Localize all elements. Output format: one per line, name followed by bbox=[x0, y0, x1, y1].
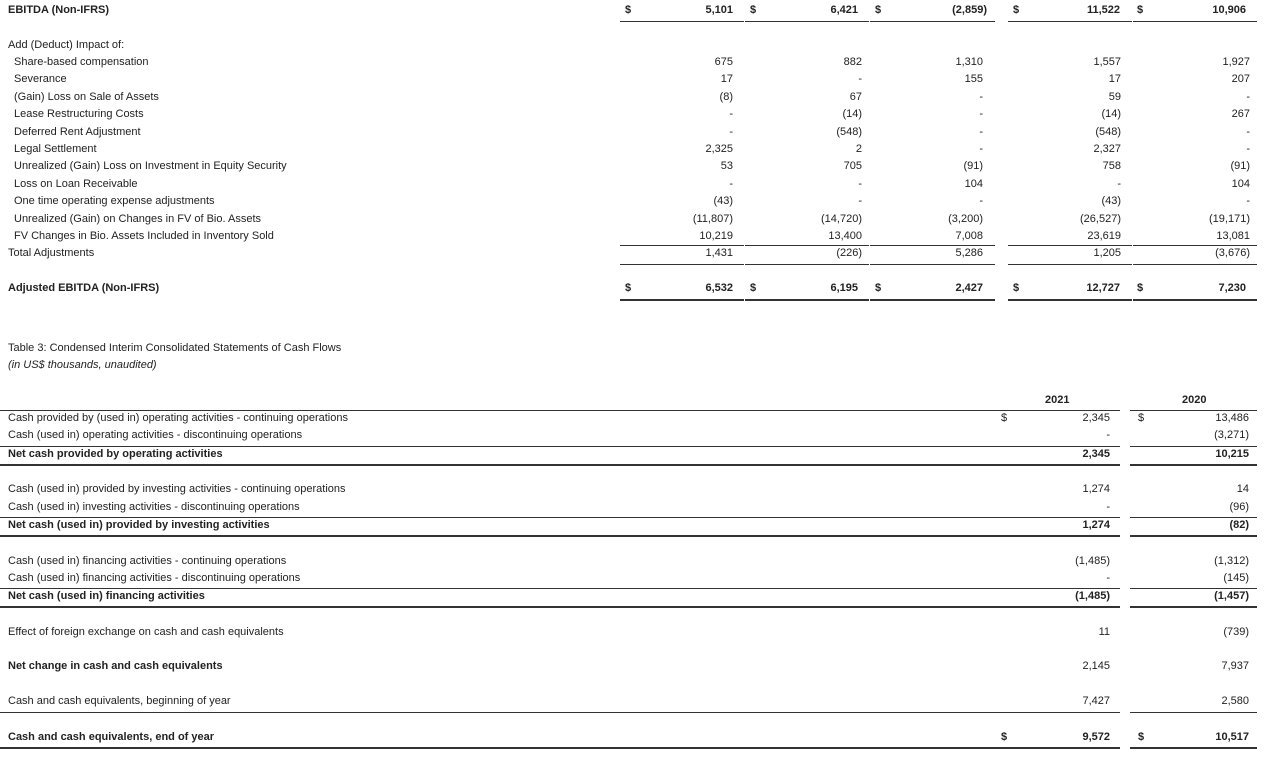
value-cell: (548) bbox=[836, 125, 862, 138]
adjustment-row bbox=[0, 126, 1267, 143]
underline bbox=[745, 264, 869, 265]
value-cell: 11 bbox=[1098, 626, 1110, 638]
row-label: Adjusted EBITDA (Non-IFRS) bbox=[8, 282, 160, 294]
row-label: Cash (used in) financing activities - continuing operations bbox=[8, 555, 287, 567]
total-rule bbox=[0, 747, 1120, 749]
subtotal-rule bbox=[1130, 712, 1257, 713]
subtotal-rule bbox=[0, 446, 1120, 447]
value-cell: 17 bbox=[720, 73, 733, 86]
value-cell: 10,219 bbox=[699, 230, 733, 242]
double-underline bbox=[1008, 299, 1132, 301]
value-cell: 6,195 bbox=[830, 282, 858, 294]
value-cell: 675 bbox=[714, 56, 733, 68]
underline bbox=[870, 21, 995, 22]
cash-flow-row bbox=[0, 572, 1267, 589]
header-rule bbox=[0, 410, 1120, 411]
row-label: Cash (used in) investing activities - discontinuing operations bbox=[8, 501, 300, 513]
adjusted-ebitda-row bbox=[0, 282, 1267, 299]
value-cell: - bbox=[979, 90, 983, 103]
value-cell: - bbox=[1246, 143, 1250, 155]
value-cell: 1,557 bbox=[1093, 56, 1121, 68]
currency-symbol: $ bbox=[1137, 4, 1144, 16]
year-header-2020: 2020 bbox=[1182, 394, 1207, 406]
currency-symbol: $ bbox=[625, 282, 632, 294]
value-cell: (91) bbox=[1230, 160, 1250, 173]
adjustment-row bbox=[0, 73, 1267, 90]
subtotal-rule bbox=[1130, 517, 1257, 518]
value-cell: 1,274 bbox=[1082, 519, 1110, 531]
row-label: Net cash (used in) financing activities bbox=[8, 590, 205, 602]
value-cell: 758 bbox=[1102, 160, 1121, 173]
underline bbox=[745, 245, 869, 246]
value-cell: - bbox=[979, 108, 983, 121]
value-cell: (11,807) bbox=[692, 212, 733, 225]
header-rule bbox=[1130, 410, 1257, 411]
adjustment-row bbox=[0, 178, 1267, 195]
adjustment-row bbox=[0, 195, 1267, 212]
section-label: Add (Deduct) Impact of: bbox=[8, 39, 125, 51]
value-cell: (145) bbox=[1223, 572, 1249, 584]
value-cell: 23,619 bbox=[1087, 230, 1121, 242]
row-label: FV Changes in Bio. Assets Included in Inventory Sold bbox=[14, 230, 274, 242]
double-underline bbox=[1133, 299, 1257, 301]
row-label: Severance bbox=[14, 73, 67, 86]
double-underline bbox=[620, 299, 744, 301]
value-cell: (3,676) bbox=[1215, 247, 1250, 259]
value-cell: 14 bbox=[1236, 483, 1249, 495]
row-label: Cash (used in) financing activities - discontinuing operations bbox=[8, 572, 301, 584]
value-cell: 59 bbox=[1108, 90, 1121, 103]
value-cell: - bbox=[1117, 177, 1121, 190]
underline bbox=[620, 245, 744, 246]
row-label: Unrealized (Gain) Loss on Investment in Equity Security bbox=[14, 160, 287, 173]
currency-symbol: $ bbox=[1013, 282, 1020, 294]
value-cell: (26,527) bbox=[1080, 212, 1121, 225]
value-cell: - bbox=[1106, 501, 1110, 513]
value-cell: 5,101 bbox=[705, 4, 733, 16]
value-cell: (739) bbox=[1223, 626, 1249, 638]
value-cell: (82) bbox=[1229, 519, 1249, 531]
value-cell: 207 bbox=[1231, 73, 1250, 86]
currency-symbol: $ bbox=[875, 4, 882, 16]
underline bbox=[620, 264, 744, 265]
year-header-row bbox=[0, 394, 1267, 411]
currency-symbol: $ bbox=[1001, 731, 1008, 743]
underline bbox=[1008, 245, 1132, 246]
value-cell: - bbox=[1106, 429, 1110, 441]
total-rule bbox=[1130, 606, 1257, 608]
subtotal-rule bbox=[0, 712, 1120, 713]
cash-flow-row bbox=[0, 590, 1267, 607]
value-cell: 10,906 bbox=[1212, 4, 1246, 16]
cash-flow-row bbox=[0, 448, 1267, 465]
value-cell: 1,927 bbox=[1222, 56, 1250, 68]
row-label: One time operating expense adjustments bbox=[14, 195, 215, 208]
subtotal-rule bbox=[0, 517, 1120, 518]
value-cell: - bbox=[858, 177, 862, 190]
value-cell: 13,400 bbox=[828, 230, 862, 242]
total-rule bbox=[1130, 535, 1257, 537]
value-cell: - bbox=[1246, 195, 1250, 208]
currency-symbol: $ bbox=[750, 282, 757, 294]
cash-flow-row bbox=[0, 519, 1267, 536]
value-cell: 13,486 bbox=[1215, 412, 1249, 424]
value-cell: 2,327 bbox=[1093, 143, 1121, 155]
table-subtitle bbox=[0, 359, 1267, 376]
value-cell: 2,580 bbox=[1221, 695, 1249, 707]
currency-symbol: $ bbox=[1137, 282, 1144, 294]
total-rule bbox=[1130, 464, 1257, 466]
currency-symbol: $ bbox=[1138, 412, 1145, 424]
value-cell: (3,271) bbox=[1214, 429, 1249, 441]
value-cell: (1,457) bbox=[1214, 590, 1249, 602]
row-label: Cash (used in) operating activities - discontinuing operations bbox=[8, 429, 303, 441]
cash-flow-row bbox=[0, 501, 1267, 518]
underline bbox=[620, 21, 744, 22]
cash-flow-row bbox=[0, 626, 1267, 643]
adjustment-row bbox=[0, 56, 1267, 73]
value-cell: 1,431 bbox=[705, 247, 733, 259]
adjustment-row bbox=[0, 160, 1267, 177]
value-cell: - bbox=[979, 195, 983, 208]
table-title bbox=[0, 342, 1267, 359]
value-cell: 6,532 bbox=[705, 282, 733, 294]
value-cell: 2,345 bbox=[1082, 412, 1110, 424]
ebitda-row bbox=[0, 4, 1267, 21]
value-cell: 7,230 bbox=[1218, 282, 1246, 294]
value-cell: 12,727 bbox=[1086, 282, 1120, 294]
value-cell: (14) bbox=[842, 108, 862, 121]
value-cell: 1,205 bbox=[1093, 247, 1121, 259]
total-adjustments-row bbox=[0, 247, 1267, 264]
row-label: EBITDA (Non-IFRS) bbox=[8, 4, 110, 16]
currency-symbol: $ bbox=[1001, 412, 1008, 424]
value-cell: - bbox=[729, 177, 733, 190]
row-label: Net cash provided by operating activities bbox=[8, 448, 223, 460]
row-label: Cash and cash equivalents, end of year bbox=[8, 731, 215, 743]
value-cell: 67 bbox=[849, 90, 862, 103]
value-cell: (1,312) bbox=[1214, 555, 1249, 567]
adjustment-row bbox=[0, 91, 1267, 108]
row-label: Cash (used in) provided by investing activities - continuing operations bbox=[8, 483, 346, 495]
value-cell: 104 bbox=[964, 177, 983, 190]
total-rule bbox=[1130, 747, 1257, 749]
underline bbox=[745, 21, 869, 22]
adjustment-row bbox=[0, 213, 1267, 230]
row-label: Unrealized (Gain) on Changes in FV of Bio. Assets bbox=[14, 212, 262, 225]
value-cell: (548) bbox=[1095, 125, 1121, 138]
value-cell: - bbox=[729, 108, 733, 121]
value-cell: (1,485) bbox=[1075, 555, 1110, 567]
currency-symbol: $ bbox=[750, 4, 757, 16]
total-rule bbox=[0, 606, 1120, 608]
value-cell: 6,421 bbox=[830, 4, 858, 16]
value-cell: (43) bbox=[1101, 195, 1121, 208]
table-subtitle-text: (in US$ thousands, unaudited) bbox=[8, 359, 157, 371]
row-label: Net change in cash and cash equivalents bbox=[8, 660, 223, 672]
row-label: Lease Restructuring Costs bbox=[14, 108, 144, 121]
cash-flow-row bbox=[0, 695, 1267, 712]
cash-flow-row bbox=[0, 660, 1267, 677]
subtotal-rule bbox=[1130, 446, 1257, 447]
value-cell: 1,310 bbox=[955, 56, 983, 68]
underline bbox=[1133, 245, 1257, 246]
row-label: (Gain) Loss on Sale of Assets bbox=[14, 90, 159, 103]
value-cell: 9,572 bbox=[1082, 731, 1110, 743]
value-cell: 53 bbox=[720, 160, 733, 173]
value-cell: (14,720) bbox=[821, 212, 862, 225]
value-cell: (2,859) bbox=[952, 4, 987, 16]
currency-symbol: $ bbox=[1138, 731, 1145, 743]
value-cell: - bbox=[979, 143, 983, 155]
row-label: Share-based compensation bbox=[14, 56, 149, 68]
adjustment-row bbox=[0, 143, 1267, 160]
row-label: Total Adjustments bbox=[8, 247, 95, 259]
cash-flow-row bbox=[0, 429, 1267, 446]
table-title-text: Table 3: Condensed Interim Consolidated Statements of Cash Flows bbox=[8, 342, 342, 354]
value-cell: - bbox=[729, 125, 733, 138]
value-cell: - bbox=[1246, 125, 1250, 138]
value-cell: 11,522 bbox=[1086, 4, 1120, 16]
underline bbox=[870, 245, 995, 246]
row-label: Deferred Rent Adjustment bbox=[14, 125, 141, 138]
value-cell: (1,485) bbox=[1075, 590, 1110, 602]
value-cell: (3,200) bbox=[948, 212, 983, 225]
value-cell: (226) bbox=[836, 247, 862, 259]
value-cell: 155 bbox=[964, 73, 983, 86]
adjustment-row bbox=[0, 108, 1267, 125]
underline bbox=[1008, 264, 1132, 265]
value-cell: 1,274 bbox=[1082, 483, 1110, 495]
value-cell: 104 bbox=[1231, 177, 1250, 190]
row-label: Net cash (used in) provided by investing activities bbox=[8, 519, 270, 531]
subtotal-rule bbox=[1130, 588, 1257, 589]
underline bbox=[1133, 21, 1257, 22]
value-cell: 13,081 bbox=[1216, 230, 1250, 242]
value-cell: 2,145 bbox=[1082, 660, 1110, 672]
row-label: Effect of foreign exchange on cash and cash equivalents bbox=[8, 626, 284, 638]
value-cell: (8) bbox=[719, 90, 733, 103]
value-cell: 7,008 bbox=[955, 230, 983, 242]
value-cell: 7,427 bbox=[1082, 695, 1110, 707]
row-label: Cash and cash equivalents, beginning of year bbox=[8, 695, 231, 707]
value-cell: 2,427 bbox=[955, 282, 983, 294]
value-cell: - bbox=[1246, 90, 1250, 103]
value-cell: (96) bbox=[1229, 501, 1249, 513]
value-cell: - bbox=[979, 125, 983, 138]
total-rule bbox=[0, 464, 1120, 466]
row-label: Loss on Loan Receivable bbox=[14, 177, 138, 190]
row-label: Legal Settlement bbox=[14, 143, 97, 155]
value-cell: 7,937 bbox=[1221, 660, 1249, 672]
total-rule bbox=[0, 535, 1120, 537]
value-cell: 2,345 bbox=[1082, 448, 1110, 460]
row-label: Cash provided by (used in) operating activities - continuing operations bbox=[8, 412, 348, 424]
underline bbox=[1133, 264, 1257, 265]
underline bbox=[1008, 21, 1132, 22]
cash-flow-row bbox=[0, 731, 1267, 748]
cash-flow-row bbox=[0, 483, 1267, 500]
value-cell: - bbox=[1106, 572, 1110, 584]
value-cell: 10,517 bbox=[1215, 731, 1249, 743]
add-deduct-header bbox=[0, 39, 1267, 56]
cash-flow-row bbox=[0, 412, 1267, 429]
value-cell: 882 bbox=[843, 56, 862, 68]
double-underline bbox=[745, 299, 869, 301]
underline bbox=[870, 264, 995, 265]
currency-symbol: $ bbox=[625, 4, 632, 16]
value-cell: (43) bbox=[713, 195, 733, 208]
value-cell: (91) bbox=[963, 160, 983, 173]
value-cell: 17 bbox=[1108, 73, 1121, 86]
double-underline bbox=[870, 299, 995, 301]
value-cell: 2,325 bbox=[705, 143, 733, 155]
value-cell: (14) bbox=[1101, 108, 1121, 121]
value-cell: 705 bbox=[843, 160, 862, 173]
currency-symbol: $ bbox=[875, 282, 882, 294]
value-cell: 2 bbox=[855, 143, 862, 155]
value-cell: 10,215 bbox=[1215, 448, 1249, 460]
year-header-2021: 2021 bbox=[1045, 394, 1070, 406]
value-cell: - bbox=[858, 73, 862, 86]
cash-flow-row bbox=[0, 555, 1267, 572]
value-cell: (19,171) bbox=[1209, 212, 1250, 225]
value-cell: 5,286 bbox=[955, 247, 983, 259]
subtotal-rule bbox=[0, 588, 1120, 589]
value-cell: 267 bbox=[1231, 108, 1250, 121]
value-cell: - bbox=[858, 195, 862, 208]
currency-symbol: $ bbox=[1013, 4, 1020, 16]
